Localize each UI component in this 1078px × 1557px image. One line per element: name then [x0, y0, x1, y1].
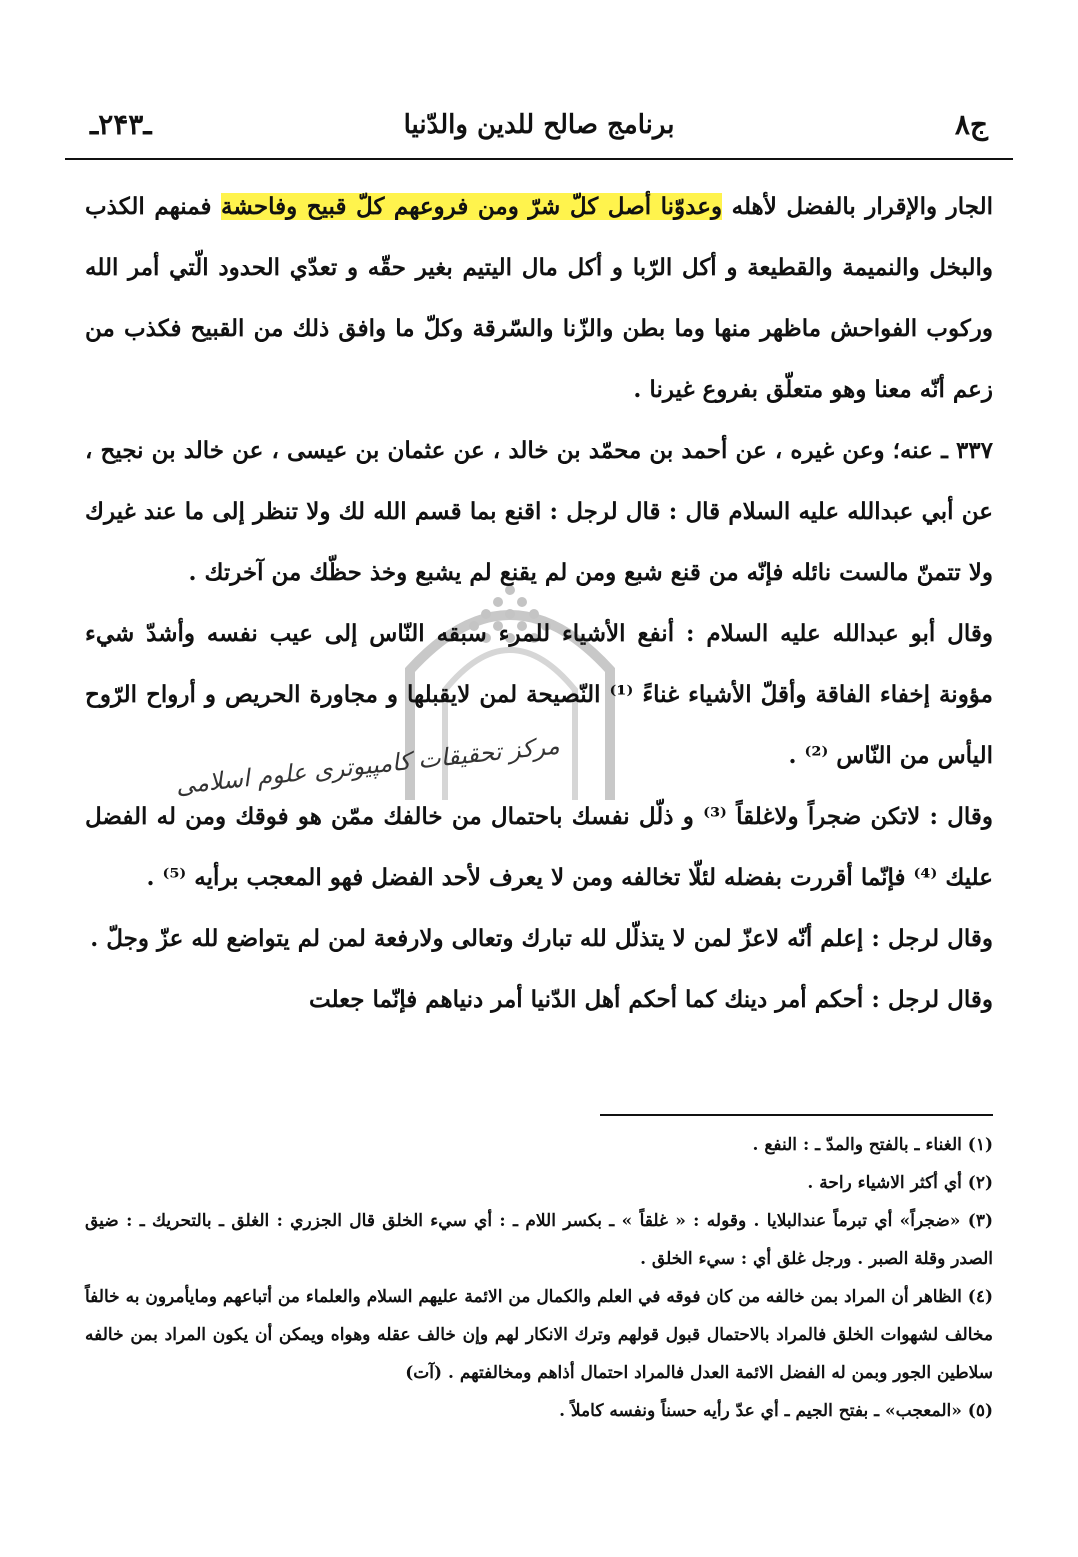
paragraph-5: وقال لرجل : إعلم أنّه لاعزّ لمن لا يتذلّل لله تبارك وتعالى ولارفعة لمن لم يتواضع لله عزّ وجلّ . — [90, 925, 993, 952]
paragraph-1: الجار والإقرار بالفضل لأهله وعدوّنا أصل كلّ شرّ ومن فروعهم كلّ قبيح وفاحشة فمنهم الكذب والبخل والنميمة والقطيعة و أكل الرّبا و أكل مال اليتيم بغير حقّه و تعدّي الحدود الّتي أمر الله وركوب الفواحش ماظهر منها وما بطن والزّنا والسّرقة وكلّ ما وافق ذلك من القبيح فكذب من زعم أنّه معنا وهو متعلّق بفروع غيرنا . — [85, 193, 993, 403]
header-rule — [65, 158, 1013, 160]
footnote-4: (٤) الظاهر أن المراد بمن خالفه من كان فوقه في العلم والكمال من الائمة عليهم السلام والعلماء من أتباعهم ومايأمرون به خالفاً مخالف لشهوات الخلق فالمراد بالاحتمال قبول قولهم وترك الانكار لهم وإن خالف عقله وهواه ويمكن أن يكون المراد بمن خالفه سلاطين الجور وبمن له الفضل الائمة العدل فالمراد احتمال أذاهم ومخالفتهم . (آت) — [85, 1287, 993, 1383]
footnote-5: (٥) «المعجب» ـ بفتح الجيم ـ أي عدّ رأيه حسناً ونفسه كاملاً . — [559, 1401, 993, 1421]
footnote-1: (۱) الغناء ـ بالفتح والمدّ ـ : النفع . — [752, 1135, 993, 1155]
main-text — [85, 176, 993, 1030]
highlighted-text: وعدوّنا أصل كلّ شرّ ومن فروعهم كلّ قبيح وفاحشة — [221, 193, 723, 220]
volume-label: ج۸ — [954, 108, 988, 141]
watermark-text: مرکز تحقیقات کامپیوتری علوم اسلامی — [174, 731, 561, 800]
footnote-2: (۲) أي أكثر الاشياء راحة . — [807, 1173, 993, 1193]
paragraph-4: وقال : لاتكن ضجراً ولاغلقاً ⁽³⁾ و ذلّل نفسك باحتمال من خالفك ممّن هو فوقك ومن له الفضل عليك ⁽⁴⁾ فإنّما أقررت بفضله لئلّا تخالفه ومن لا يعرف لأحد الفضل فهو المعجب برأيه ⁽⁵⁾ . — [85, 803, 993, 891]
paragraph-3: وقال أبو عبدالله عليه السلام : أنفع الأشياء للمرء سبقه النّاس إلى عيب نفسه وأشدّ شيء مؤونة إخفاء الفاقة وأقلّ الأشياء غناءً ⁽¹⁾ النّصيحة لمن لايقبلها و مجاورة الحريص و أرواح الرّوح اليأس من النّاس ⁽²⁾ . — [85, 620, 993, 769]
footnotes — [85, 1126, 993, 1430]
page-number: ـ۲۴۳ـ — [90, 108, 152, 141]
running-title: برنامج صالح للدين والدّنيا — [403, 110, 675, 140]
footnote-3: (۳) «ضجراً» أي تبرماً عندالبلايا . وقوله : « غلقاً » ـ بكسر اللام ـ : أي سيء الخلق قال الجزري : الغلق ـ بالتحريك ـ : ضيق الصدر وقلة الصبر . ورجل غلق أي : سيء الخلق . — [85, 1211, 993, 1269]
paragraph-2: ۳۳۷ ـ عنه؛ وعن غيره ، عن أحمد بن محمّد بن خالد ، عن عثمان بن عيسى ، عن خالد بن نجيح ، عن أبي عبدالله عليه السلام قال : قال لرجل : اقنع بما قسم الله لك ولا تنظر إلى ما عند غيرك ولا تتمنّ مالست نائله فإنّه من قنع شبع ومن لم يقنع لم يشبع وخذ حظّك من آخرتك . — [85, 437, 993, 586]
footnote-rule — [600, 1114, 993, 1116]
paragraph-6: وقال لرجل : أحكم أمر دينك كما أحكم أهل الدّنيا أمر دنياهم فإنّما جعلت — [308, 986, 993, 1013]
page-header — [80, 108, 998, 156]
